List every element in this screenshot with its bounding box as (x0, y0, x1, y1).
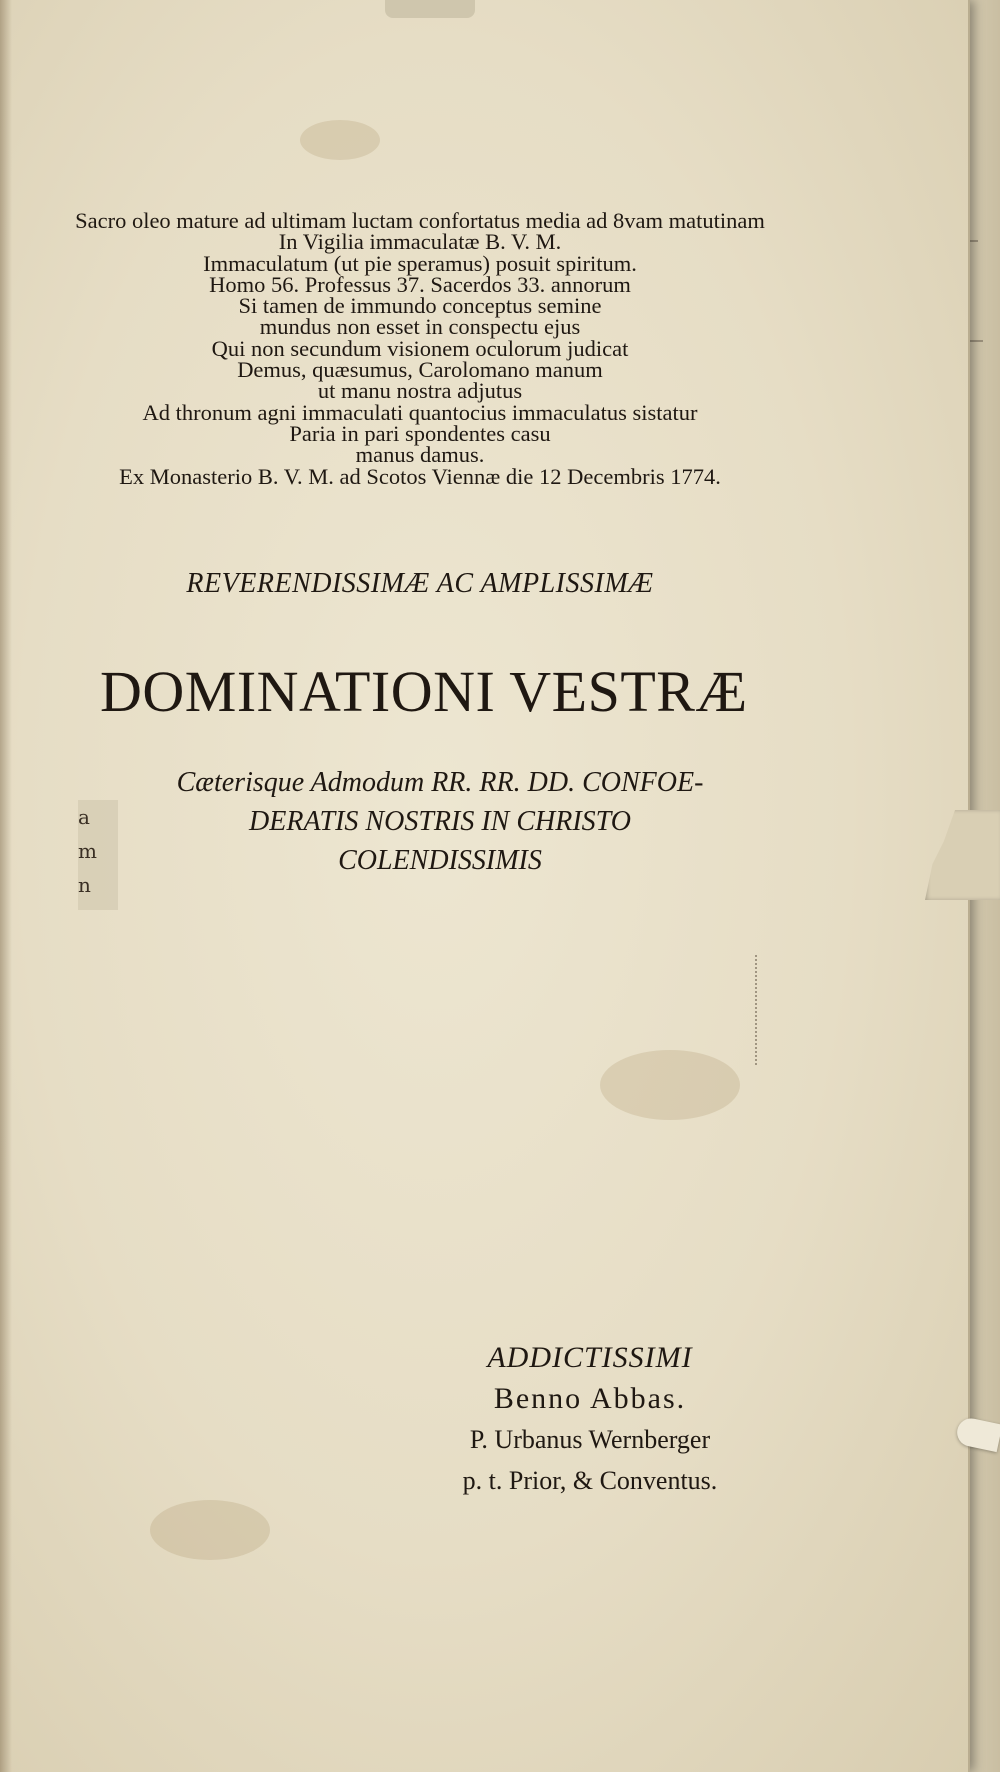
subtitle: REVERENDISSIMÆ AC AMPLISSIMÆ (186, 568, 654, 599)
paper-stain (600, 1050, 740, 1120)
verse-line: manus damus. (355, 442, 485, 468)
dedication-block (140, 763, 740, 880)
fragment-letter: a (78, 805, 90, 829)
signatory-prior: P. Urbanus Wernberger (469, 1425, 711, 1454)
page-shadow (0, 0, 12, 1772)
signature-block (400, 1337, 780, 1501)
verse-line: Demus, quæsumus, Carolomano manum (237, 357, 603, 383)
signatory-abbot: Benno Abbas. (493, 1382, 687, 1415)
dedication-line: DERATIS NOSTRIS IN CHRISTO (249, 806, 631, 837)
paper-stain (300, 120, 380, 160)
dedication-line: COLENDISSIMIS (338, 845, 542, 876)
verse-line: Sacro oleo mature ad ultimam luctam confortatus media ad 8vam matutinam (75, 208, 765, 233)
verse-line: Ad thronum agni immaculati quantocius immaculatus sistatur (142, 399, 698, 425)
dedication-line: Cæterisque Admodum RR. RR. DD. CONFOE- (176, 767, 704, 798)
verse-line: Ex Monasterio B. V. M. ad Scotos Viennæ die 12 Decembris 1774. (119, 463, 721, 489)
verse-line: Immaculatum (ut pie speramus) posuit spiritum. (203, 250, 637, 276)
paper-stain (150, 1500, 270, 1560)
margin-pencil-mark (755, 955, 791, 1065)
page-title: DOMINATIONI VESTRÆ (100, 659, 748, 724)
signatory-convent: p. t. Prior, & Conventus. (462, 1466, 718, 1495)
verse-line: Si tamen de immundo conceptus semine (238, 293, 602, 319)
verse-line: Homo 56. Professus 37. Sacerdos 33. annorum (209, 271, 631, 297)
fragment-letter: n (78, 873, 91, 897)
verse-line: Paria in pari spondentes casu (289, 420, 551, 446)
verse-line: mundus non esset in conspectu ejus (259, 314, 581, 340)
closing-word: ADDICTISSIMI (487, 1341, 693, 1374)
page-tab (385, 0, 475, 18)
verse-block (70, 210, 770, 487)
binding-fragment (78, 800, 118, 910)
verse-line: Qui non secundum visionem oculorum judicat (211, 335, 629, 361)
verse-line: ut manu nostra adjutus (317, 378, 523, 404)
verse-line: In Vigilia immaculatæ B. V. M. (278, 229, 562, 255)
fragment-letter: m (78, 839, 97, 863)
